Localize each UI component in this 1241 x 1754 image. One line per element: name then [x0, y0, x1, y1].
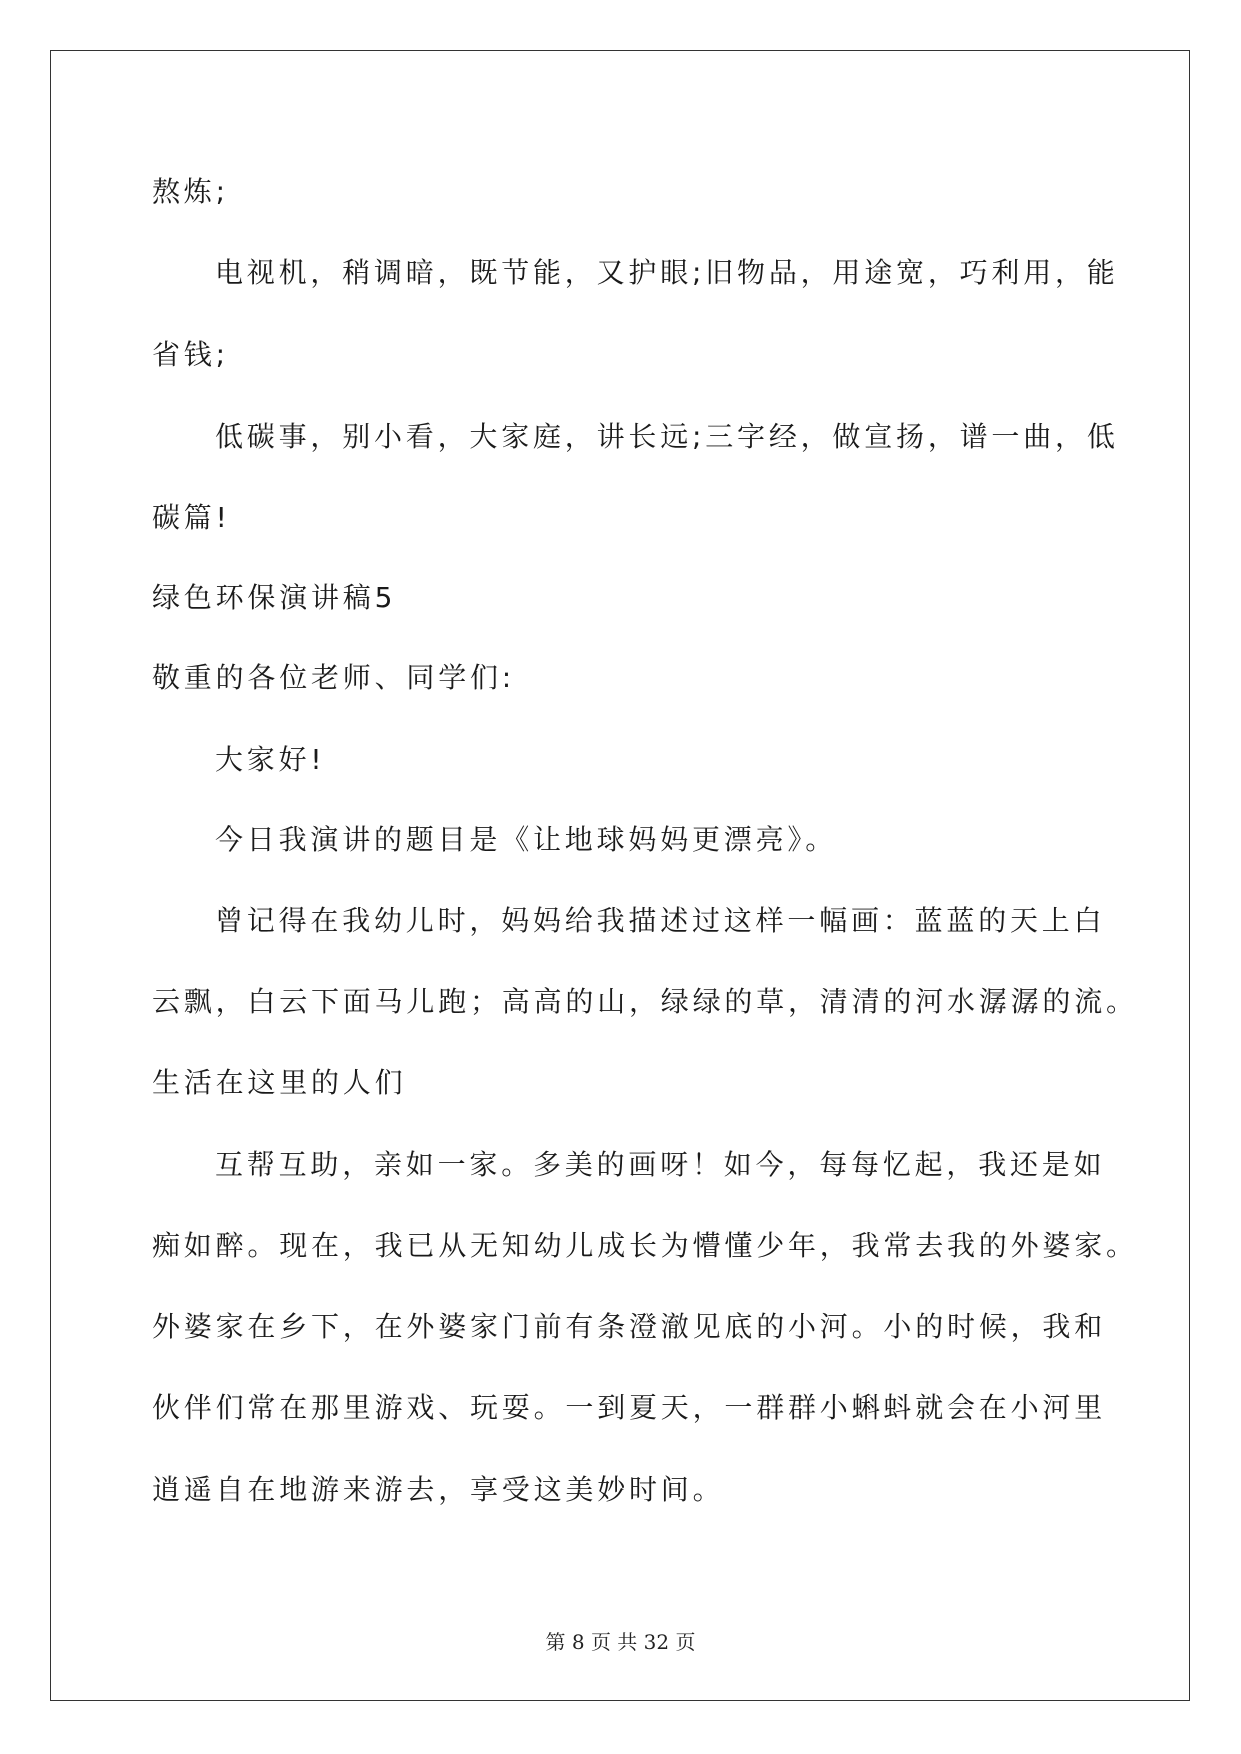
text-line: 熬炼; — [152, 175, 229, 208]
text-line: 电视机，稍调暗，既节能，又护眼;旧物品，用途宽，巧利用，能 — [215, 256, 1119, 289]
text-line: 碳篇! — [152, 501, 231, 534]
section-heading: 绿色环保演讲稿5 — [152, 581, 397, 614]
text-line: 生活在这里的人们 — [152, 1066, 407, 1099]
text-line: 敬重的各位老师、同学们: — [152, 661, 516, 694]
text-line: 外婆家在乡下，在外婆家门前有条澄澈见底的小河。小的时候，我和 — [152, 1310, 1107, 1343]
text-line: 逍遥自在地游来游去，享受这美妙时间。 — [152, 1473, 725, 1506]
text-line: 痴如醉。现在，我已从无知幼儿成长为懵懂少年，我常去我的外婆家。 — [152, 1229, 1138, 1262]
text-line: 省钱; — [152, 338, 229, 371]
text-line: 云飘，白云下面马儿跑；高高的山，绿绿的草，清清的河水潺潺的流。 — [152, 985, 1138, 1018]
text-line: 低碳事，别小看，大家庭，讲长远;三字经，做宣扬，谱一曲，低 — [215, 420, 1119, 453]
page-border — [50, 50, 1190, 1701]
text-line: 今日我演讲的题目是《让地球妈妈更漂亮》。 — [215, 823, 838, 856]
text-line: 伙伴们常在那里游戏、玩耍。一到夏天，一群群小蝌蚪就会在小河里 — [152, 1391, 1107, 1424]
page-number: 第 8 页 共 32 页 — [545, 1630, 696, 1654]
text-line: 互帮互助，亲如一家。多美的画呀！如今，每每忆起，我还是如 — [215, 1148, 1106, 1181]
text-line: 曾记得在我幼儿时，妈妈给我描述过这样一幅画：蓝蓝的天上白 — [215, 904, 1106, 937]
text-line: 大家好! — [215, 743, 326, 776]
